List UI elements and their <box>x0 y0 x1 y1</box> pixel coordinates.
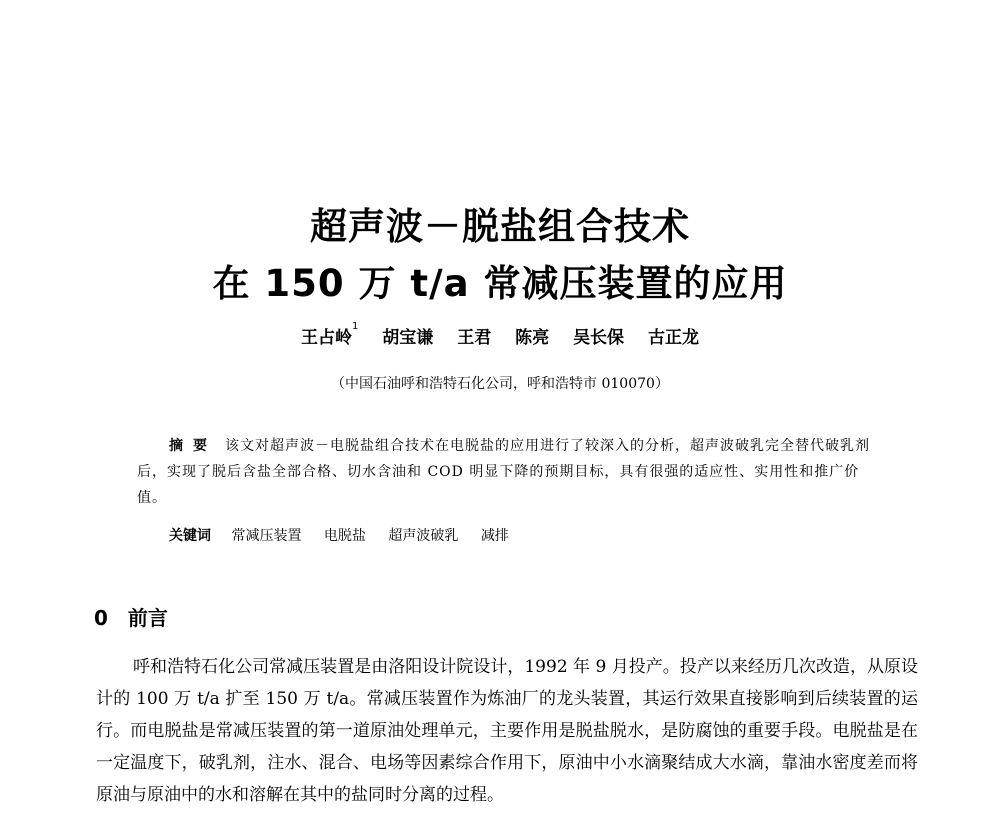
affiliation: （中国石油呼和浩特石化公司，呼和浩特市 010070） <box>331 376 669 392</box>
abstract-text: 该文对超声波－电脱盐组合技术在电脱盐的应用进行了较深入的分析，超声波破乳完全替代破乳剂后，实现了脱后含盐全部合格、切水含油和 COD 明显下降的预期目标，具有很强的适应性、实用性和推广价值。 <box>137 438 870 506</box>
author <box>573 328 624 348</box>
abstract <box>137 433 885 511</box>
section-number: 0 <box>94 606 108 630</box>
author <box>301 321 359 348</box>
author <box>515 328 549 348</box>
author-list <box>0 323 1000 348</box>
author-name: 胡宝谦 <box>382 328 434 348</box>
keyword: 超声波破乳 <box>388 528 459 544</box>
body-paragraph: 呼和浩特石化公司常减压装置是由洛阳设计院设计，1992 年 9 月投产。投产以来经历几次改造，从原设计的 100 万 t/a 扩至 150 万 t/a。常减压装置作为炼油厂的龙头装置，其运行效果直接影响到后续装置的运行。而电脱盐是常减压装置的第一道原油处理单元，主要作用是脱盐脱水，是防腐蚀的重要手段。电脱盐是在一定温度下，破乳剂，注水、混合、电场等因素综合作用下，原油中小水滴聚结成大水滴，靠油水密度差而将原油与原油中的水和溶解在其中的盐同时分离的过程。 <box>96 657 918 805</box>
keywords-label: 关键词 <box>169 528 211 544</box>
author-name: 古正龙 <box>647 328 699 348</box>
author <box>648 328 699 348</box>
paper-title-line-1: 超声波－脱盐组合技术 <box>310 205 690 248</box>
keywords <box>169 523 885 549</box>
keyword: 电脱盐 <box>323 528 366 544</box>
section-title: 前言 <box>127 606 168 630</box>
keyword: 减排 <box>480 528 509 544</box>
author <box>382 328 433 348</box>
section-heading <box>94 602 168 631</box>
author-name: 陈亮 <box>515 328 550 348</box>
author-name: 吴长保 <box>573 328 625 348</box>
keyword: 常减压装置 <box>231 528 302 544</box>
paper-title-line-2: 在 150 万 t/a 常减压装置的应用 <box>212 262 788 305</box>
author-name: 王占岭 <box>301 328 352 348</box>
abstract-label: 摘要 <box>169 438 217 454</box>
author <box>457 328 491 348</box>
author-affiliation-mark: 1 <box>352 321 359 332</box>
author-name: 王君 <box>457 328 492 348</box>
